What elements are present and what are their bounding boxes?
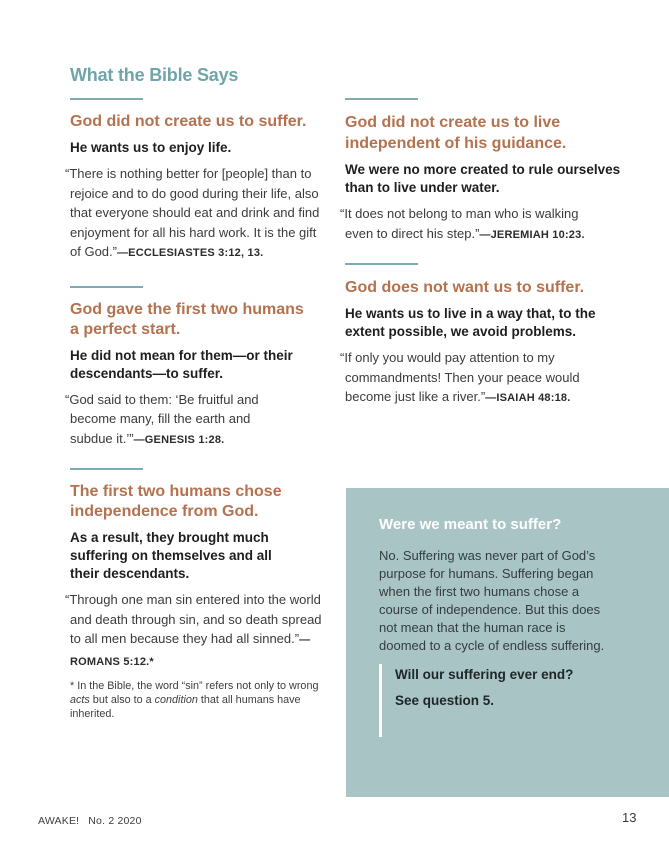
section-subheading: He wants us to enjoy life. [70, 140, 232, 155]
section-god-does-not-want-suffering [340, 263, 639, 409]
section-subheading: He did not mean for them—or their descendants—to suffer. [70, 347, 293, 381]
section-god-gave-perfect-start [65, 286, 332, 451]
scripture-quote [65, 590, 334, 672]
scripture-quote [340, 204, 607, 245]
quote-text: “God said to them: ‘Be fruitful and become many, fill the earth and subdue it.’” [65, 391, 259, 446]
answer-box-heading: Were we meant to suffer? [379, 516, 562, 533]
section-heading: God does not want us to suffer. [345, 279, 585, 296]
section-divider-rule [345, 98, 418, 100]
section-not-created-independent [340, 98, 639, 245]
scripture-citation: —ISAIAH 48:18. [485, 392, 571, 404]
section-god-did-not-create-us-to-suffer [65, 98, 332, 264]
footnote-text: that all humans have inherited. [70, 693, 301, 720]
left-column [65, 98, 332, 721]
section-divider-rule [70, 286, 143, 288]
scripture-citation: —ECCLESIASTES 3:12, 13. [116, 247, 264, 259]
scripture-citation: —JEREMIAH 10:23. [479, 228, 585, 241]
footnote-text: * In the Bible, the word “sin” refers not only to wrong [70, 680, 319, 692]
issue-label: No. 2 2020 [88, 815, 142, 827]
footnote-text: but also to a [89, 693, 155, 706]
scripture-quote [65, 164, 329, 264]
page-title: What the Bible Says [70, 65, 239, 85]
section-divider-rule [345, 263, 418, 265]
quote-text: “It does not belong to man who is walking even to direct his step.” [340, 206, 579, 241]
answer-box-body: No. Suffering was never part of God’s purpose for humans. Suffering began when the first two humans chose a course of independence. But this does not mean that the human race is doomed to a cycle of endless suffering. [379, 548, 605, 653]
section-humans-chose-independence [65, 468, 332, 721]
scripture-citation: —ROMANS 5:12.* [70, 634, 311, 668]
callout-answer: See question 5. [395, 693, 495, 708]
section-subheading: We were no more created to rule ourselves than to live under water. [345, 162, 621, 195]
quote-text: “If only you would pay attention to my commandments! Then your peace would become just like a river.” [340, 350, 580, 404]
quote-text: “There is nothing better for [people] than to rejoice and to do good during their life, also that everyone should eat and drink and find enjoyment for all his hard work. It is the gift of God.” [65, 166, 320, 259]
section-heading: God did not create us to live independent of his guidance. [345, 114, 567, 152]
quote-text: “Through one man sin entered into the world and death through sin, and so death spread to all men because they had all sinned.” [65, 592, 322, 646]
callout-question: Will our suffering ever end? [395, 667, 574, 682]
scripture-quote [340, 348, 613, 409]
answer-box-callout [379, 664, 649, 737]
answer-box [346, 488, 669, 797]
section-heading: God did not create us to suffer. [70, 113, 307, 130]
section-heading: The first two humans chose independence from God. [70, 483, 282, 520]
section-subheading: He wants us to live in a way that, to the extent possible, we avoid problems. [345, 306, 596, 339]
section-divider-rule [70, 468, 143, 470]
right-column [340, 98, 639, 409]
magazine-name: AWAKE! [38, 815, 80, 827]
section-subheading: As a result, they brought much suffering on themselves and all their descendants. [70, 530, 272, 581]
scripture-citation: —GENESIS 1:28. [133, 433, 225, 446]
footnote [70, 680, 320, 721]
page-number: 13 [622, 810, 637, 825]
page-footer [38, 815, 142, 827]
section-heading: God gave the first two humans a perfect start. [70, 300, 304, 338]
section-divider-rule [70, 98, 143, 100]
footnote-italic-acts: acts [70, 693, 90, 706]
scripture-quote [65, 390, 294, 451]
footnote-italic-condition: condition [154, 693, 198, 706]
